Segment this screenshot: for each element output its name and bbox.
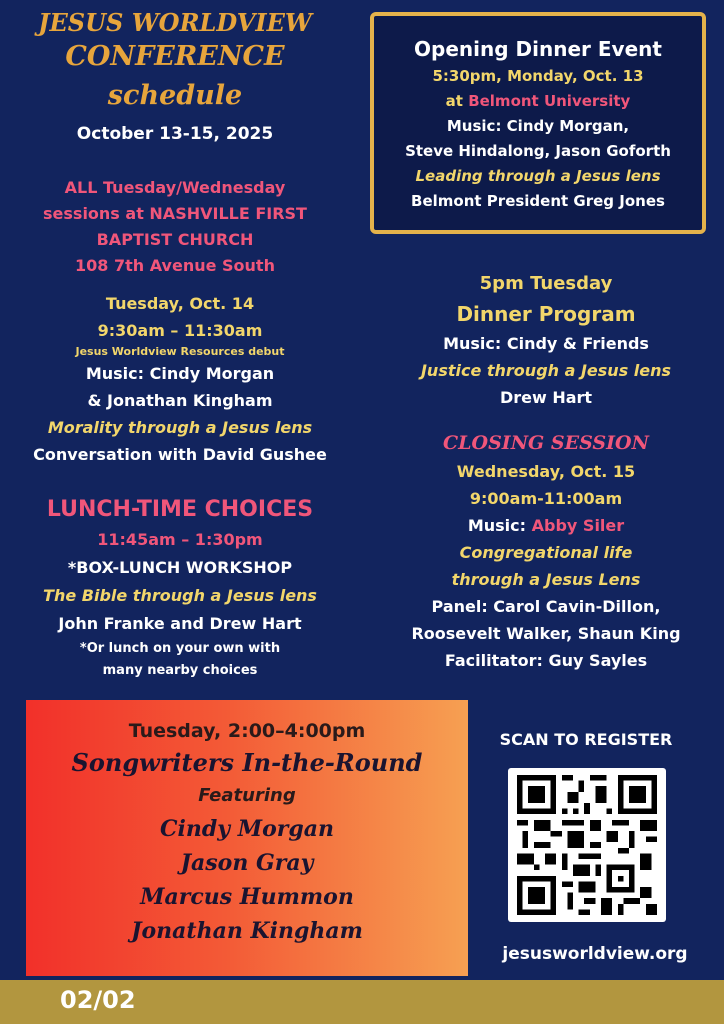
- songwriters-box: [26, 700, 468, 976]
- closing-facilitator: Facilitator: Guy Sayles: [444, 651, 648, 670]
- session-speaker: Conversation with David Gushee: [33, 445, 327, 464]
- lunch-note: *Or lunch on your own with: [79, 641, 281, 656]
- register-section: [480, 726, 692, 754]
- qr-code-graphic: [517, 775, 657, 915]
- website-link[interactable]: jesusworldview.org: [502, 944, 688, 964]
- session-day: Tuesday, Oct. 14: [105, 294, 255, 313]
- tuesday-session: [10, 290, 350, 468]
- songwriter-name: Jonathan Kingham: [131, 918, 363, 944]
- website-section: [480, 940, 710, 968]
- lunch-time: 11:45am – 1:30pm: [97, 530, 263, 549]
- opening-dinner-music: Steve Hindalong, Jason Goforth: [405, 142, 671, 160]
- lunch-topic: The Bible through a Jesus lens: [43, 586, 317, 605]
- qr-code-icon[interactable]: [508, 768, 666, 922]
- opening-dinner-speaker: Belmont President Greg Jones: [411, 192, 665, 210]
- title-line-1: JESUS WORLDVIEW: [38, 8, 312, 37]
- opening-dinner-music: Music: Cindy Morgan,: [446, 117, 630, 135]
- title-line-3: schedule: [107, 80, 243, 111]
- session-debut: Jesus Worldview Resources debut: [75, 345, 285, 358]
- venue-line: 108 7th Avenue South: [75, 256, 275, 275]
- songwriters-title: Songwriters In-the-Round: [71, 748, 423, 777]
- venue-info: [10, 175, 340, 279]
- closing-topic: through a Jesus Lens: [451, 570, 641, 589]
- closing-day: Wednesday, Oct. 15: [456, 462, 636, 481]
- dinner-title: Dinner Program: [456, 302, 636, 326]
- lunch-heading: LUNCH-TIME CHOICES: [46, 497, 314, 522]
- closing-time: 9:00am-11:00am: [469, 489, 623, 508]
- lunch-choices: [10, 494, 350, 682]
- opening-dinner-time: 5:30pm, Monday, Oct. 13: [432, 67, 644, 85]
- venue-line: BAPTIST CHURCH: [96, 230, 254, 249]
- opening-dinner-topic: Leading through a Jesus lens: [415, 167, 661, 185]
- closing-musician: Abby Siler: [531, 516, 625, 535]
- opening-dinner-box: [370, 12, 706, 234]
- songwriters-featuring: Featuring: [198, 785, 296, 806]
- opening-dinner-heading: Opening Dinner Event: [414, 37, 662, 61]
- closing-session: [376, 428, 716, 674]
- venue-line: ALL Tuesday/Wednesday: [64, 178, 286, 197]
- session-music: Music: Cindy Morgan: [85, 364, 275, 383]
- footer-bar: [0, 980, 724, 1024]
- songwriter-name: Cindy Morgan: [160, 816, 334, 842]
- songwriters-time: Tuesday, 2:00–4:00pm: [128, 720, 366, 742]
- closing-music: Music: Abby Siler: [467, 516, 625, 535]
- closing-heading: CLOSING SESSION: [443, 432, 649, 454]
- opening-dinner-place: Belmont University: [468, 92, 631, 110]
- session-music: & Jonathan Kingham: [87, 391, 273, 410]
- conference-dates: October 13-15, 2025: [76, 124, 274, 144]
- title-line-2: CONFERENCE: [65, 41, 285, 72]
- dinner-speaker: Drew Hart: [499, 388, 593, 407]
- lunch-workshop: *BOX-LUNCH WORKSHOP: [67, 558, 293, 577]
- lunch-note: many nearby choices: [102, 663, 258, 678]
- conference-header: [10, 8, 340, 146]
- session-time: 9:30am – 11:30am: [97, 321, 263, 340]
- closing-panel: Roosevelt Walker, Shaun King: [411, 624, 681, 643]
- register-heading: SCAN TO REGISTER: [499, 730, 673, 749]
- lunch-speakers: John Franke and Drew Hart: [58, 614, 302, 633]
- tuesday-dinner-program: [376, 270, 716, 411]
- opening-dinner-location: at Belmont University: [445, 92, 631, 110]
- closing-panel: Panel: Carol Cavin-Dillon,: [431, 597, 661, 616]
- page-number: 02/02: [60, 986, 136, 1014]
- dinner-music: Music: Cindy & Friends: [443, 334, 649, 353]
- venue-line: sessions at NASHVILLE FIRST: [43, 204, 307, 223]
- session-topic: Morality through a Jesus lens: [47, 418, 313, 437]
- closing-topic: Congregational life: [459, 543, 633, 562]
- dinner-time: 5pm Tuesday: [479, 273, 613, 294]
- songwriter-name: Jason Gray: [180, 850, 314, 876]
- songwriter-name: Marcus Hummon: [140, 884, 354, 910]
- dinner-topic: Justice through a Jesus lens: [420, 361, 672, 380]
